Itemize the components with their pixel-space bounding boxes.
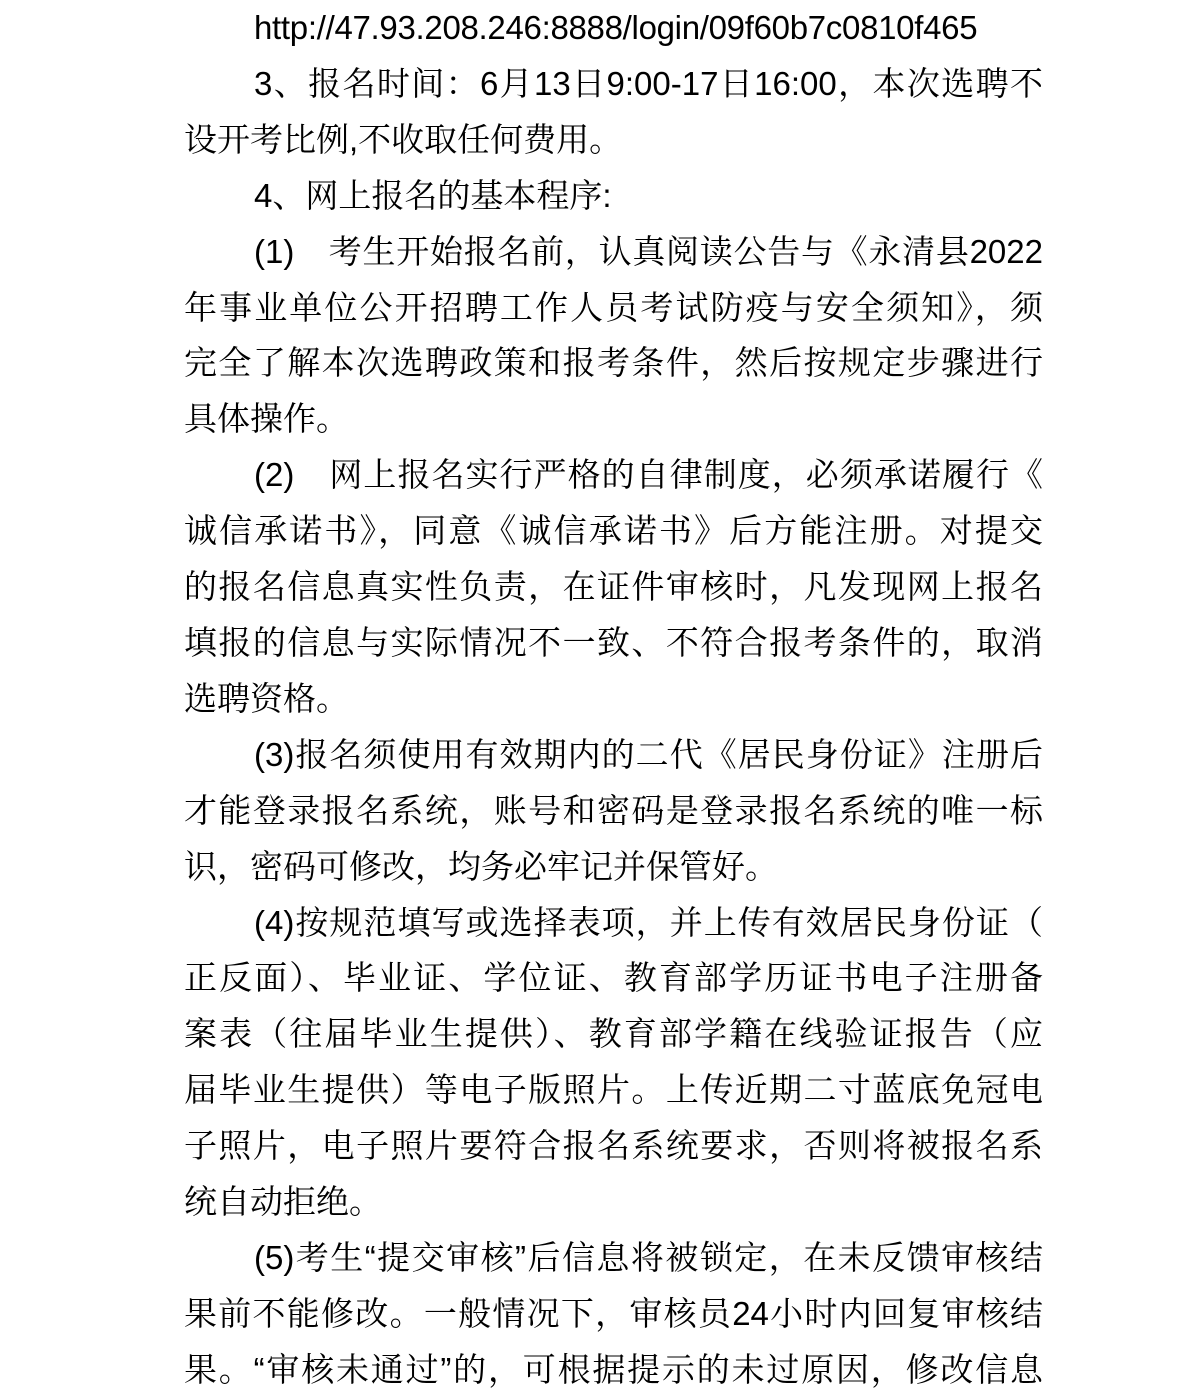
doc-line: 识，密码可修改，均务必牢记并保管好。 [184,847,778,885]
doc-line: (4)按规范填写或选择表项，并上传有效居民身份证（ [254,903,1043,941]
doc-line: (2) 网上报名实行严格的自律制度，必须承诺履行《 [254,456,1043,494]
doc-line: 案表（往届毕业生提供）、教育部学籍在线验证报告（应 [184,1015,1043,1053]
doc-line: 才能登录报名系统，账号和密码是登录报名系统的唯一标 [184,791,1043,829]
doc-line: 3、报名时间：6月13日9:00-17日16:00，本次选聘不 [254,64,1043,102]
registration-url-text: http://47.93.208.246:8888/login/09f60b7c0810f465 [254,9,978,46]
doc-line: 设开考比例,不收取任何费用。 [184,120,623,158]
doc-line: 统自动拒绝。 [184,1183,382,1221]
doc-line: 届毕业生提供）等电子版照片。上传近期二寸蓝底免冠电 [184,1071,1043,1109]
doc-line: 年事业单位公开招聘工作人员考试防疫与安全须知》，须 [184,288,1043,326]
doc-line: 4、网上报名的基本程序: [254,176,612,214]
doc-line: 果。“审核未通过”的，可根据提示的未过原因，修改信息 [184,1350,1043,1388]
doc-line: (3)报名须使用有效期内的二代《居民身份证》注册后 [254,735,1043,773]
doc-line: 子照片，电子照片要符合报名系统要求，否则将被报名系 [184,1127,1043,1165]
doc-line: 果前不能修改。一般情况下，审核员24小时内回复审核结 [184,1294,1043,1332]
doc-line: 填报的信息与实际情况不一致、不符合报考条件的，取消 [184,623,1043,661]
doc-line: 正反面）、毕业证、学位证、教育部学历证书电子注册备 [184,959,1043,997]
doc-line: 完全了解本次选聘政策和报考条件，然后按规定步骤进行 [184,344,1043,382]
doc-line: 的报名信息真实性负责，在证件审核时，凡发现网上报名 [184,568,1043,606]
document-text-block [184,0,1043,1398]
doc-line: 具体操作。 [184,400,349,438]
doc-line: (1) 考生开始报名前，认真阅读公告与《永清县2022 [254,232,1043,270]
doc-line: 选聘资格。 [184,679,349,717]
doc-line: 诚信承诺书》，同意《诚信承诺书》后方能注册。对提交 [184,512,1043,550]
doc-line: (5)考生“提交审核”后信息将被锁定，在未反馈审核结 [254,1238,1043,1276]
